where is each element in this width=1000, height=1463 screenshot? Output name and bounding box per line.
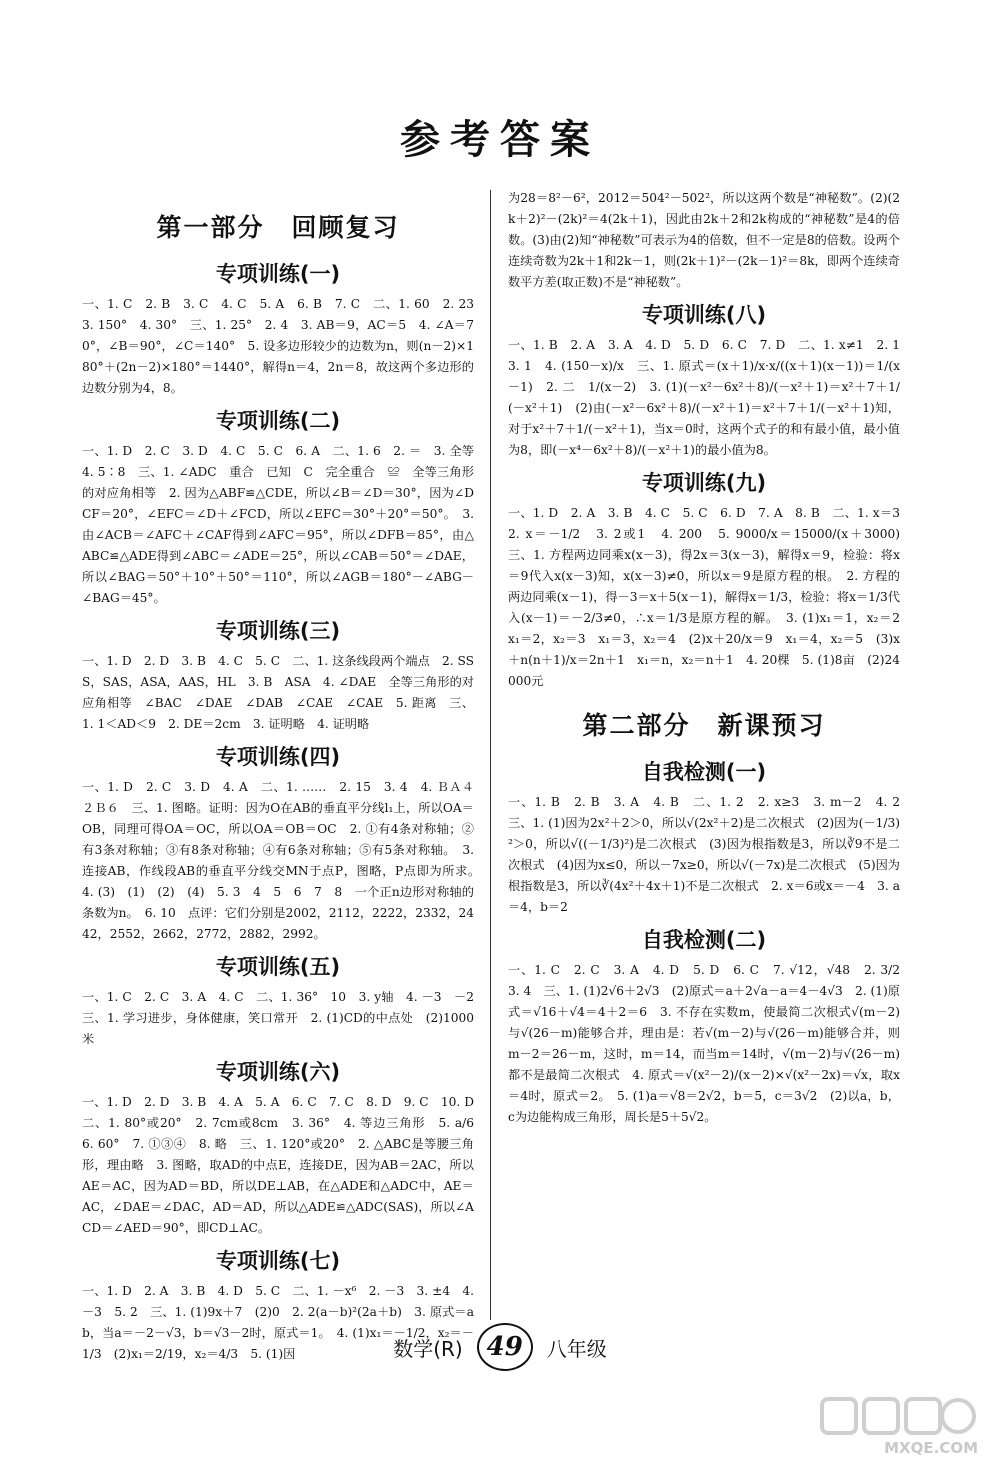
watermark-mark-icon xyxy=(818,1395,978,1439)
section-answers: 一、1. C 2. C 3. A 4. C 二、1. 36° 10 3. y轴 4. －3 －2 三、1. 学习进步，身体健康，笑口常开 2. (1)CD的中点处 (2)1000米 xyxy=(82,990,487,1046)
footer-subject: 数学(R) xyxy=(393,1336,463,1361)
section-answers: 一、1. D 2. A 3. B 4. D 5. C 二、1. －x⁶ 2. －3 3. ±4 4. －3 5. 2 三、1. (1)9x＋7 (2)0 2. 2(a－b)²(2a＋b) 3. 原式＝ab，当a＝－2－√3，b＝√3－2时，原式＝1。 4. (1)x₁＝－1/2，x₂＝－1/3 (2)x₁＝2/19，x₂＝4/3 5. (1)因 xyxy=(82,1284,474,1361)
section-title: 专项训练(三) xyxy=(215,619,341,643)
section-title: 专项训练(六) xyxy=(215,1060,341,1084)
section-answers: 一、1. B 2. B 3. A 4. B 二、1. 2 2. x≥3 3. m－2 4. 2 三、1. (1)因为2x²＋2＞0，所以√(2x²＋2)是二次根式 (2)因为(－1/3)²＞0，所以√((－1/3)²)是二次根式 (3)因为根指数是3，所以∛9不是二次根式 (4)因为x≤0，所以－7x≥0，所以√(－7x)是二次根式 (5)因为根指数是3，所以∛(4x²＋4x＋1)不是二次根式 2. x＝6或x＝－4 3. a＝4，b＝2 xyxy=(508,795,913,914)
page-footer xyxy=(0,1322,1000,1372)
section-title: 自我检测(二) xyxy=(641,928,767,952)
watermark-text: MXQE.COM xyxy=(884,1439,978,1457)
section-title: 专项训练(七) xyxy=(215,1249,341,1273)
section-answers: 一、1. C 2. B 3. C 4. C 5. A 6. B 7. C 二、1. 60 2. 23 3. 150° 4. 30° 三、1. 25° 2. 4 3. AB＝9，AC＝5 4. ∠A＝70°，∠B＝90°，∠C＝140° 5. 设多边形较少的边数为n，则(n－2)×180°＋(2n－2)×180°＝1440°，解得n＝4，2n＝8，故这两个多边形的边数分别为4，8。 xyxy=(82,297,487,395)
section-title: 自我检测(一) xyxy=(641,760,767,784)
section-title: 专项训练(一) xyxy=(215,262,341,286)
section-answers: 一、1. C 2. C 3. A 4. D 5. D 6. C 7. √12，√48 2. 3/2 3. 4 三、1. (1)2√6＋2√3 (2)原式＝a＋2√a－a＝4－4√3 2. (1)原式＝√16＋√4＝4＋2＝6 3. 不存在实数m，使最简二次根式√(m－2)与√(26－m)能够合并，理由是：若√(m－2)与√(26－m)能够合并，则m－2＝26－m，这时，m＝14，而当m＝14时，√(m－2)与√(26－m)都不是最简二次根式 4. 原式＝√(x²－2)/(x－2)×√(x²－2x)＝√x，取x＝4时，原式＝2。 5. (1)a＝√8＝2√2，b＝5，c＝3√2 (2)以a，b，c为边能构成三角形，周长是5＋5√2。 xyxy=(508,963,913,1124)
footer-grade: 八年级 xyxy=(546,1336,607,1361)
section-answers: 一、1. B 2. A 3. A 4. D 5. D 6. C 7. D 二、1. x≠1 2. 1 3. 1 4. (150－x)/x 三、1. 原式＝(x＋1)/x·x/((x＋1)(x－1))＝1/(x－1) 2. 二 1/(x－2) 3. (1)(－x²－6x²＋8)/(－x²＋1)＝x²＋7＋1/(－x²＋1) (2)由(－x²－6x²＋8)/(－x²＋1)＝x²＋7＋1/(－x²＋1)知，对于x²＋7＋1/(－x²＋1)，当x＝0时，这两个式子的和有最小值，最小值为8，即(－x⁴－6x²＋8)/(－x²＋1)的最小值为8。 xyxy=(508,338,913,457)
part-one-title: 第一部分 回顾复习 xyxy=(156,213,400,242)
section-answers: 一、1. D 2. A 3. B 4. C 5. C 6. D 7. A 8. B 二、1. x＝3 2. x＝－1/2 3. 2或1 4. 200 5. 9000/x＝15000/(x＋3000) 三、1. 方程两边同乘x(x－3)，得2x＝3(x－3)，解得x＝9，检验：将x＝9代入x(x－3)知，x(x－3)≠0，所以x＝9是原方程的根。 2. 方程的两边同乘(x－1)，得－3＝x＋5(x－1)，解得x＝1/3，检验：将x＝1/3代入(x－1)＝－2/3≠0，∴x＝1/3是原方程的解。 3. (1)x₁＝1，x₂＝2 x₁＝2，x₂＝3 x₁＝3，x₂＝4 (2)x＋20/x＝9 x₁＝4，x₂＝5 (3)x＋n(n＋1)/x＝2n＋1 x₁＝n，x₂＝n＋1 4. 20棵 5. (1)8亩 (2)24000元 xyxy=(508,506,913,688)
section-title: 专项训练(八) xyxy=(641,303,767,327)
page-title: 参考答案 xyxy=(400,117,600,163)
section-answers: 一、1. D 2. D 3. B 4. C 5. C 二、1. 这条线段两个端点 2. SSS，SAS，ASA，AAS，HL 3. B ASA 4. ∠DAE 全等三角形的对应角相等 ∠BAC ∠DAE ∠DAB ∠CAE ∠CAE 5. 距离 三、1. 1＜AD＜9 2. DE＝2cm 3. 证明略 4. 证明略 xyxy=(82,654,474,731)
part-two-title: 第二部分 新课预习 xyxy=(582,711,826,740)
right-column xyxy=(508,188,913,1132)
watermark-logo xyxy=(818,1395,978,1457)
continued-answer: 为28＝8²－6²，2012＝504²－502²，所以这两个数是“神秘数”。(2)(2k＋2)²－(2k)²＝4(2k＋1)，因此由2k＋2和2k构成的“神秘数”是4的倍数。(3)由(2)知“神秘数”可表示为4的倍数，但不一定是8的倍数。设两个连续奇数为2k＋1和2k－1，则(2k＋1)²－(2k－1)²＝8k，即两个连续奇数平方差(取正数)不是“神秘数”。 xyxy=(508,191,900,289)
section-title: 专项训练(四) xyxy=(215,745,341,769)
section-answers: 一、1. D 2. C 3. D 4. C 5. C 6. A 二、1. 6 2. ＝ 3. 全等 4. 5∶8 三、1. ∠ADC 重合 已知 C 完全重合 ≌ 全等三角形的对应角相等 2. 因为△ABF≌△CDE，所以∠B＝∠D＝30°，因为∠DCF＝20°，∠EFC＝∠D＋∠FCD，所以∠EFC＝30°＋20°＝50°。 3. 由∠ACB＝∠AFC＋∠CAF得到∠AFC＝95°，所以∠DFB＝85°，由△ABC≌△ADE得到∠ABC＝∠ADE＝25°，所以∠CAB＝50°＝∠DAE，所以∠BAG＝50°＋10°＋50°＝110°，所以∠AGB＝180°－∠ABG－∠BAG＝45°。 xyxy=(82,444,487,605)
section-answers: 一、1. D 2. C 3. D 4. A 二、1. …… 2. 15 3. 4 4. ＢＡ４ ２Ｂ６ 三、1. 图略。证明：因为O在AB的垂直平分线l₁上，所以OA＝OB，同理可得OA＝OC，所以OA＝OB＝OC 2. ①有4条对称轴；②有3条对称轴；③有8条对称轴；④有6条对称轴；⑤有5条对称轴。 3. 连接AB，作线段AB的垂直平分线交MN于点P，图略，P点即为所求。 4. (3) (1) (2) (4) 5. 3 4 5 6 7 8 一个正n边形对称轴的条数为n。 6. 10 点评：它们分别是2002，2112，2222，2332，2442，2552，2662，2772，2882，2992。 xyxy=(82,780,487,941)
section-answers: 一、1. D 2. D 3. B 4. A 5. A 6. C 7. C 8. D 9. C 10. D 二、1. 80°或20° 2. 7cm或8cm 3. 36° 4. 等边三角形 5. a/6 6. 60° 7. ①③④ 8. 略 三、1. 120°或20° 2. △ABC是等腰三角形，理由略 3. 图略，取AD的中点E，连接DE，因为AB＝2AC，所以AE＝AC，因为AD＝BD，所以DE⊥AB，在△ADE和△ADC中，AE＝AC，∠DAE＝∠DAC，AD＝AD，所以△ADE≌△ADC(SAS)，所以∠ACD＝∠AED＝90°，即CD⊥AC。 xyxy=(82,1095,487,1235)
left-column xyxy=(82,190,487,1369)
column-divider xyxy=(490,190,491,1320)
page-number-badge xyxy=(477,1323,533,1371)
page-number: 49 xyxy=(486,1332,523,1362)
section-title: 专项训练(九) xyxy=(641,471,767,495)
section-title: 专项训练(二) xyxy=(215,409,341,433)
section-title: 专项训练(五) xyxy=(215,955,341,979)
